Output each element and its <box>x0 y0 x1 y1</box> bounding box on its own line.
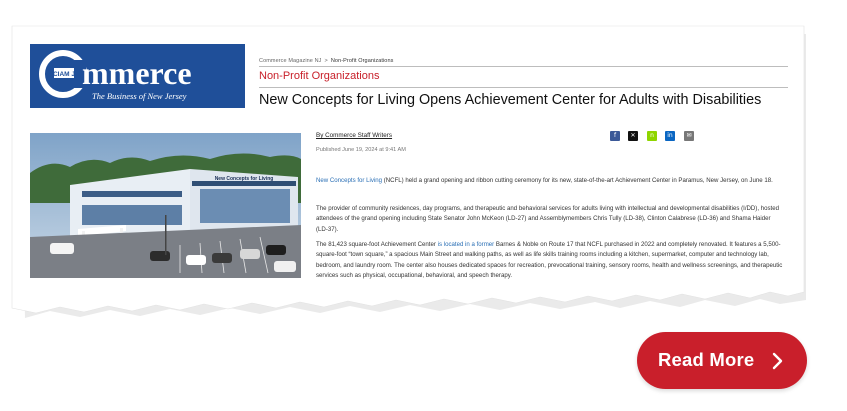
read-more-button[interactable] <box>637 332 807 389</box>
article-paragraph: The 81,423 square-foot Achievement Center is located in a former Barnes & Noble on Route 17 that NCFL purchased in 2022 and completely renovated. It features a 5,500-square-foot “town square,” a spacious Main Street and walking paths, as well as life skills training rooms including a kitchen, supermarket, computer and technology lab, bedroom, and laundry room. The center also houses dedicated spaces for recreation, prevocational training, sensory rooms, health and wellness screenings, and therapeutic services such as physical, occupational, behavioral, and speech therapy. <box>316 241 783 280</box>
category-label[interactable]: Non-Profit Organizations <box>259 70 380 82</box>
location-link[interactable]: is located in a former <box>437 241 495 248</box>
breadcrumb <box>259 58 393 64</box>
breadcrumb-current[interactable]: Non-Profit Organizations <box>330 58 394 64</box>
read-more-label: Read More <box>658 349 755 370</box>
article-paragraph: New Concepts for Living (NCFL) held a grand opening and ribbon cutting ceremony for its new, state-of-the-art Achievement Center in Paramus, New Jersey, on June 18. <box>316 177 773 184</box>
breadcrumb-home-link[interactable]: Commerce Magazine NJ <box>259 58 322 64</box>
ncfl-link[interactable]: New Concepts for Living <box>316 177 383 184</box>
email-icon[interactable]: ✉ <box>684 131 694 141</box>
logo-wordmark: mmerce <box>82 55 192 91</box>
linkedin-icon[interactable]: in <box>665 131 675 141</box>
article-title: New Concepts for Living Opens Achievement Center for Adults with Disabilities <box>259 92 762 108</box>
article-paragraph: The provider of community residences, day programs, and therapeutic and behavioral services for adults living with intellectual and developmental disabilities (I/DD), hosted attendees of the grand opening including State Senator John McKeon (LD-27) and Assemblymembers Chris Tully (LD-38), Clinton Calabrese (LD-36) and Shama Haider (LD-37). <box>316 205 780 233</box>
x-twitter-icon[interactable]: ✕ <box>628 131 638 141</box>
photo-sign-text: New Concepts for Living <box>214 176 274 182</box>
article-photo <box>30 133 301 278</box>
logo-ciam-text: CIAM J <box>52 71 76 78</box>
divider <box>259 66 788 67</box>
publish-date: Published June 19, 2024 at 9:41 AM <box>316 147 406 153</box>
divider <box>259 87 788 88</box>
commerce-logo[interactable] <box>30 44 245 108</box>
nextdoor-icon[interactable]: n <box>647 131 657 141</box>
breadcrumb-separator: > <box>324 58 328 64</box>
article-byline[interactable]: By Commerce Staff Writers <box>316 132 393 139</box>
chevron-right-icon <box>772 352 784 370</box>
facebook-icon[interactable]: f <box>610 131 620 141</box>
logo-tagline: The Business of New Jersey <box>92 91 187 101</box>
